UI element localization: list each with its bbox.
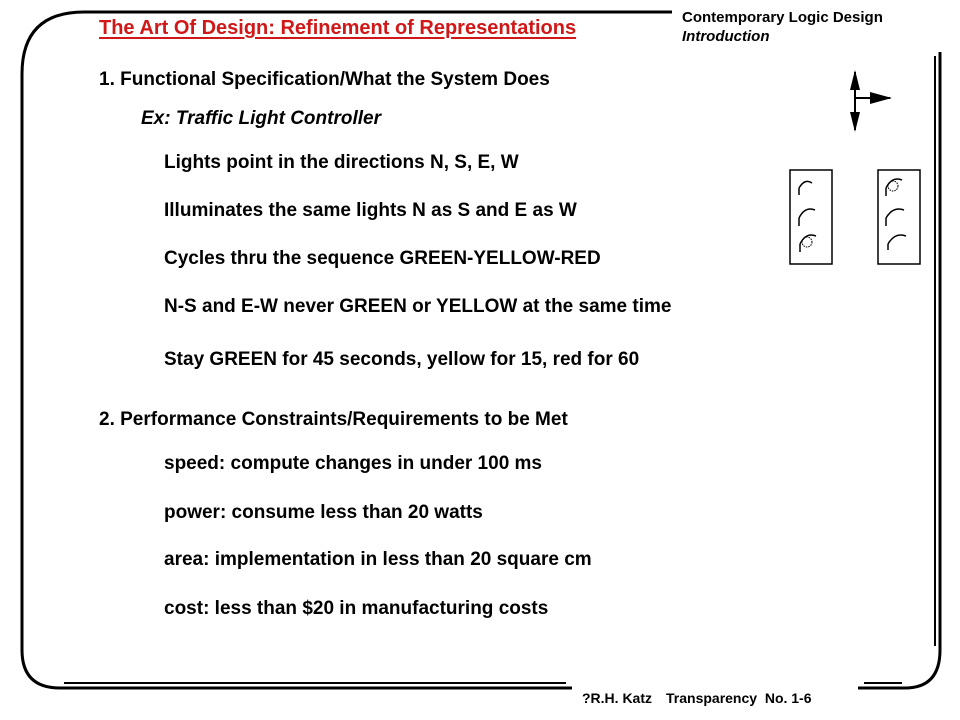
constraint-item: speed: compute changes in under 100 ms — [164, 453, 542, 474]
traffic-light-icon-ew — [874, 166, 924, 268]
compass-arrows-icon — [842, 64, 894, 136]
spec-item: Illuminates the same lights N as S and E as W — [164, 200, 577, 221]
section2-heading: 2. Performance Constraints/Requirements to be Met — [99, 409, 568, 430]
constraint-item: power: consume less than 20 watts — [164, 502, 483, 523]
chapter-name: Introduction — [682, 28, 770, 45]
section1-example: Ex: Traffic Light Controller — [141, 108, 381, 129]
spec-item: Stay GREEN for 45 seconds, yellow for 15, red for 60 — [164, 349, 640, 370]
slide-title: The Art Of Design: Refinement of Representations — [99, 17, 577, 39]
constraint-item: area: implementation in less than 20 square cm — [164, 549, 592, 570]
spec-item: N-S and E-W never GREEN or YELLOW at the same time — [164, 296, 672, 317]
footer-author: ?R.H. Katz — [582, 690, 652, 706]
footer-transparency-number: Transparency No. 1-6 — [666, 690, 812, 706]
traffic-light-icon-ns — [786, 166, 836, 268]
course-header — [682, 8, 883, 46]
slide-footer — [582, 690, 826, 706]
spec-item: Cycles thru the sequence GREEN-YELLOW-RED — [164, 248, 601, 269]
constraint-item: cost: less than $20 in manufacturing costs — [164, 598, 549, 619]
course-name: Contemporary Logic Design — [682, 9, 883, 26]
spec-item: Lights point in the directions N, S, E, W — [164, 152, 519, 173]
section1-heading: 1. Functional Specification/What the System Does — [99, 69, 550, 90]
